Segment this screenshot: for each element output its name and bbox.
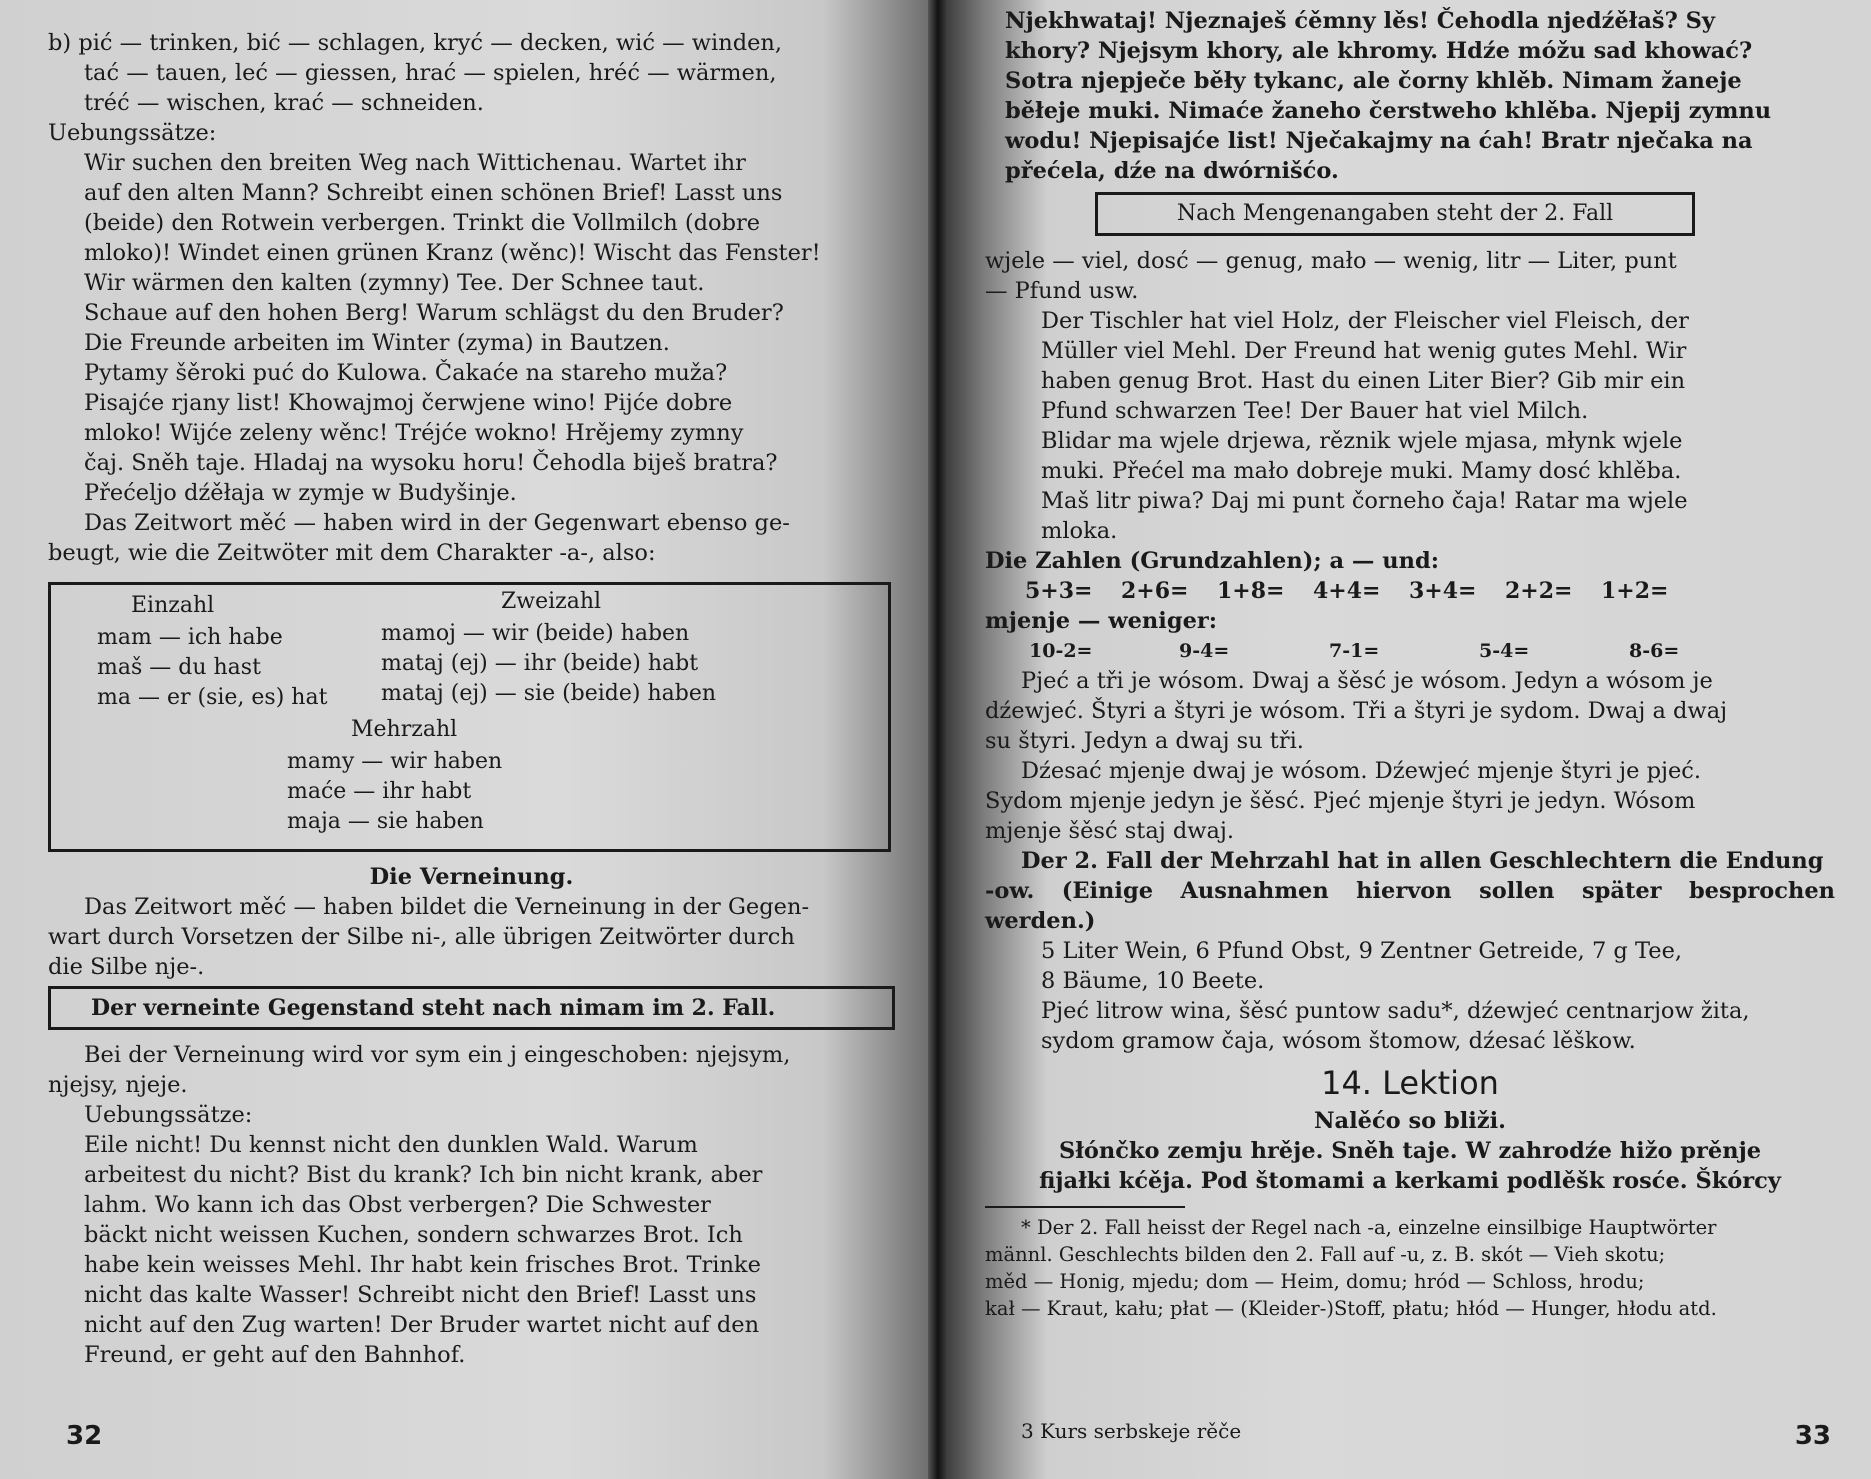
conjugation-table: [48, 582, 891, 852]
conj-form: ma — er (sie, es) hat: [97, 685, 328, 710]
exercise-line: bäckt nicht weissen Kuchen, sondern schwarzes Brot. Ich: [84, 1222, 743, 1248]
left-page: [0, 0, 935, 1479]
exercise-line: nicht auf den Zug warten! Der Bruder wartet nicht auf den: [84, 1312, 760, 1338]
sentence-line: Pfund schwarzen Tee! Der Bauer hat viel Milch.: [1041, 398, 1589, 424]
exercise-line: arbeitest du nicht? Bist du krank? Ich bin nicht krank, aber: [84, 1162, 763, 1188]
para-line: Dźesać mjenje dwaj je wósom. Dźewjeć mjenje štyri je pjeć.: [1021, 758, 1702, 784]
exercise-line: Wir suchen den breiten Weg nach Wittichenau. Wartet ihr: [84, 150, 746, 176]
equation: 10-2=: [1029, 640, 1093, 662]
vocab-line: b) pić — trinken, bić — schlagen, kryć — decken, wić — winden,: [48, 30, 783, 56]
lesson-text: [985, 1136, 1835, 1196]
lesson-line: Słónčko zemju hrěje. Sněh taje. W zahrodźe hižo prěnje: [1058, 1138, 1762, 1164]
para-line: njejsy, njeje.: [48, 1072, 188, 1098]
exercise-line: Pisajće rjany list! Khowajmoj čerwjene wino! Pijće dobre: [84, 390, 733, 416]
equation: 1+2=: [1601, 578, 1669, 604]
quantity-line: 8 Bäume, 10 Beete.: [1041, 968, 1265, 994]
sentence-line: mloka.: [1041, 518, 1118, 544]
equation: 5+3=: [1025, 578, 1093, 604]
equation: 7-1=: [1329, 640, 1380, 662]
rule-box-mengen: Nach Mengenangaben steht der 2. Fall: [1095, 192, 1695, 236]
quantity-line: sydom gramow čaja, wósom štomow, dźesać lěškow.: [1041, 1028, 1636, 1054]
para-line: Bei der Verneinung wird vor sym ein j eingeschoben: njejsym,: [84, 1042, 791, 1068]
para-line: Das Zeitwort měć — haben bildet die Verneinung in der Gegen-: [84, 894, 810, 920]
conj-form: mamoj — wir (beide) haben: [381, 621, 690, 646]
sentence-line: Blidar ma wjele drjewa, rěznik wjele mjasa, młynk wjele: [1041, 428, 1683, 454]
vocab-b: [48, 28, 895, 118]
einschub-para: [48, 1040, 895, 1100]
zweizahl-list: [381, 619, 716, 709]
exercise-line: Eile nicht! Du kennst nicht den dunklen Wald. Warum: [84, 1132, 698, 1158]
sentence-line: Der Tischler hat viel Holz, der Fleischer viel Fleisch, der: [1041, 308, 1689, 334]
verneinung-para: [48, 892, 895, 982]
para-line: -ow. (Einige Ausnahmen hiervon sollen später besprochen werden.): [985, 878, 1835, 934]
fall-rule: [985, 846, 1835, 936]
equation: 2+6=: [1121, 578, 1189, 604]
german-sentences: [985, 306, 1835, 546]
lesson-subtitle: Nalěćo so bliži.: [1313, 1108, 1507, 1134]
para-line: khory? Njejsym khory, ale khromy. Hdźe móžu sad khować?: [1005, 38, 1753, 64]
equation: 4+4=: [1313, 578, 1381, 604]
zahlen-heading: Die Zahlen (Grundzahlen); a — und:: [985, 548, 1440, 574]
addition-row: [985, 576, 1835, 606]
exercise-line: auf den alten Mann? Schreibt einen schönen Brief! Lasst uns: [84, 180, 783, 206]
para-line: běłeje muki. Nimaće žaneho čerstweho khlěba. Njepij zymnu: [1005, 98, 1772, 124]
sentence-line: muki. Přećel ma mało dobreje muki. Mamy dosć khlěba.: [1041, 458, 1682, 484]
para-line: přećela, dźe na dwórnišćo.: [1005, 158, 1339, 184]
right-page: [935, 0, 1871, 1479]
page-number: 32: [66, 1421, 103, 1451]
para-line: Der 2. Fall der Mehrzahl hat in allen Geschlechtern die Endung: [1021, 848, 1824, 874]
equation: 9-4=: [1179, 640, 1230, 662]
exercise2: [48, 1130, 895, 1370]
equation: 1+8=: [1217, 578, 1285, 604]
footnote-line: kał — Kraut, kału; płat — (Kleider-)Stoff, płatu; hłód — Hunger, hłodu atd.: [985, 1297, 1717, 1320]
exercise1: [48, 148, 895, 508]
para-line: Pjeć a tři je wósom. Dwaj a šěsć je wósom. Jedyn a wósom je: [1021, 668, 1713, 694]
para-line: Sydom mjenje jedyn je šěsć. Pjeć mjenje štyri je jedyn. Wósom: [985, 788, 1696, 814]
uebungssaetze2-label: Uebungssätze:: [84, 1102, 253, 1128]
exercise-line: (beide) den Rotwein verbergen. Trinkt die Vollmilch (dobre: [84, 210, 761, 236]
conj-form: mam — ich habe: [97, 625, 283, 650]
sentence-line: Maš litr piwa? Daj mi punt čorneho čaja! Ratar ma wjele: [1041, 488, 1688, 514]
einzahl-list: [97, 623, 327, 713]
quantity-line: 5 Liter Wein, 6 Pfund Obst, 9 Zentner Getreide, 7 g Tee,: [1041, 938, 1683, 964]
vocab-line: — Pfund usw.: [985, 278, 1139, 304]
equation: 3+4=: [1409, 578, 1477, 604]
para-line: wart durch Vorsetzen der Silbe ni-, alle übrigen Zeitwörter durch: [48, 924, 795, 950]
para-line: Sotra njepječe běły tykanc, ale čorny khlěb. Nimam žaneje: [1005, 68, 1742, 94]
equation: 2+2=: [1505, 578, 1573, 604]
exercise-line: nicht das kalte Wasser! Schreibt nicht den Brief! Lasst uns: [84, 1282, 757, 1308]
verneinung-title: Die Verneinung.: [369, 864, 574, 890]
uebungssaetze-label: Uebungssätze:: [48, 120, 217, 146]
para-line: die Silbe nje-.: [48, 954, 205, 980]
footnote: [985, 1214, 1835, 1322]
vocab-line: tréć — wischen, krać — schneiden.: [84, 90, 484, 116]
einzahl-label: Einzahl: [131, 593, 215, 618]
exercise-line: Wir wärmen den kalten (zymny) Tee. Der Schnee taut.: [84, 270, 705, 296]
mengen-vocab: [985, 246, 1835, 306]
para-line: dźewjeć. Štyri a štyri je wósom. Tři a štyri je sydom. Dwaj a dwaj: [985, 698, 1728, 724]
signature-mark: 3 Kurs serbskeje rěče: [1021, 1419, 1242, 1443]
para-line: Njekhwataj! Njeznaješ ćěmny lěs! Čehodla njedźěłaš? Sy: [1005, 8, 1715, 34]
conj-form: maja — sie haben: [287, 809, 484, 834]
exercise-line: čaj. Sněh taje. Hladaj na wysoku horu! Čehodla biješ bratra?: [84, 450, 778, 476]
numbers-para2: [985, 756, 1835, 846]
para-line: mjenje šěsć staj dwaj.: [985, 818, 1235, 844]
conj-form: mataj (ej) — sie (beide) haben: [381, 681, 717, 706]
footnote-line: männl. Geschlechts bilden den 2. Fall auf -u, z. B. skót — Vieh skotu;: [985, 1243, 1666, 1266]
vocab-line: tać — tauen, leć — giessen, hrać — spielen, hréć — wärmen,: [84, 60, 777, 86]
quantity-line: Pjeć litrow wina, šěsć puntow sadu*, dźewjeć centnarjow žita,: [1041, 998, 1750, 1024]
para-line: su štyri. Jedyn a dwaj su tři.: [985, 728, 1304, 754]
book-gutter: [928, 0, 948, 1479]
conj-form: mamy — wir haben: [287, 749, 503, 774]
mjenje-label: mjenje — weniger:: [985, 608, 1218, 634]
lesson-line: fijałki kćěja. Pod štomami a kerkami podlěšk rosće. Škórcy: [1039, 1168, 1781, 1194]
footnote-rule: [985, 1206, 1185, 1208]
exercise-line: lahm. Wo kann ich das Obst verbergen? Die Schwester: [84, 1192, 711, 1218]
footnote-line: * Der 2. Fall heisst der Regel nach -a, einzelne einsilbige Hauptwörter: [1021, 1216, 1717, 1239]
numbers-para1: [985, 666, 1835, 756]
conj-form: mataj (ej) — ihr (beide) habt: [381, 651, 699, 676]
exercise-line: Přećeljo dźěłaja w zymje w Budyšinje.: [84, 480, 517, 506]
sentence-line: Müller viel Mehl. Der Freund hat wenig gutes Mehl. Wir: [1041, 338, 1687, 364]
exercise-line: mloko)! Windet einen grünen Kranz (wěnc)! Wischt das Fenster!: [84, 240, 821, 266]
equation: 5-4=: [1479, 640, 1530, 662]
exercise-line: Pytamy šěroki puć do Kulowa. Čakaće na stareho muža?: [84, 360, 728, 386]
sentence-line: haben genug Brot. Hast du einen Liter Bier? Gib mir ein: [1041, 368, 1686, 394]
mehrzahl-list: [287, 747, 502, 837]
mehrzahl-label: Mehrzahl: [351, 717, 458, 742]
subtraction-row: [985, 636, 1835, 666]
exercise-line: Freund, er geht auf den Bahnhof.: [84, 1342, 466, 1368]
zweizahl-label: Zweizahl: [501, 589, 602, 614]
quantities: [985, 936, 1835, 1056]
lesson-title: 14. Lektion: [1321, 1064, 1499, 1102]
para-line: beugt, wie die Zeitwöter mit dem Charakter -a-, also:: [48, 540, 656, 566]
exercise-line: mloko! Wijće zeleny wěnc! Tréjće wokno! Hrějemy zymny: [84, 420, 744, 446]
zeitwort-para: [48, 508, 895, 568]
equation: 8-6=: [1629, 640, 1680, 662]
top-para: [985, 6, 1835, 186]
para-line: wodu! Njepisajće list! Nječakajmy na ćah! Bratr nječaka na: [1005, 128, 1753, 154]
exercise-line: Die Freunde arbeiten im Winter (zyma) in Bautzen.: [84, 330, 670, 356]
exercise-line: Schaue auf den hohen Berg! Warum schlägst du den Bruder?: [84, 300, 784, 326]
vocab-line: wjele — viel, dosć — genug, mało — wenig, litr — Liter, punt: [985, 248, 1677, 274]
page-number: 33: [1794, 1421, 1831, 1451]
conj-form: maš — du hast: [97, 655, 261, 680]
conj-form: maće — ihr habt: [287, 779, 472, 804]
exercise-line: habe kein weisses Mehl. Ihr habt kein frisches Brot. Trinke: [84, 1252, 761, 1278]
para-line: Das Zeitwort měć — haben wird in der Gegenwart ebenso ge-: [84, 510, 790, 536]
rule-box-verneinung: Der verneinte Gegenstand steht nach nimam im 2. Fall.: [48, 986, 895, 1030]
footnote-line: měd — Honig, mjedu; dom — Heim, domu; hród — Schloss, hrodu;: [985, 1270, 1645, 1293]
